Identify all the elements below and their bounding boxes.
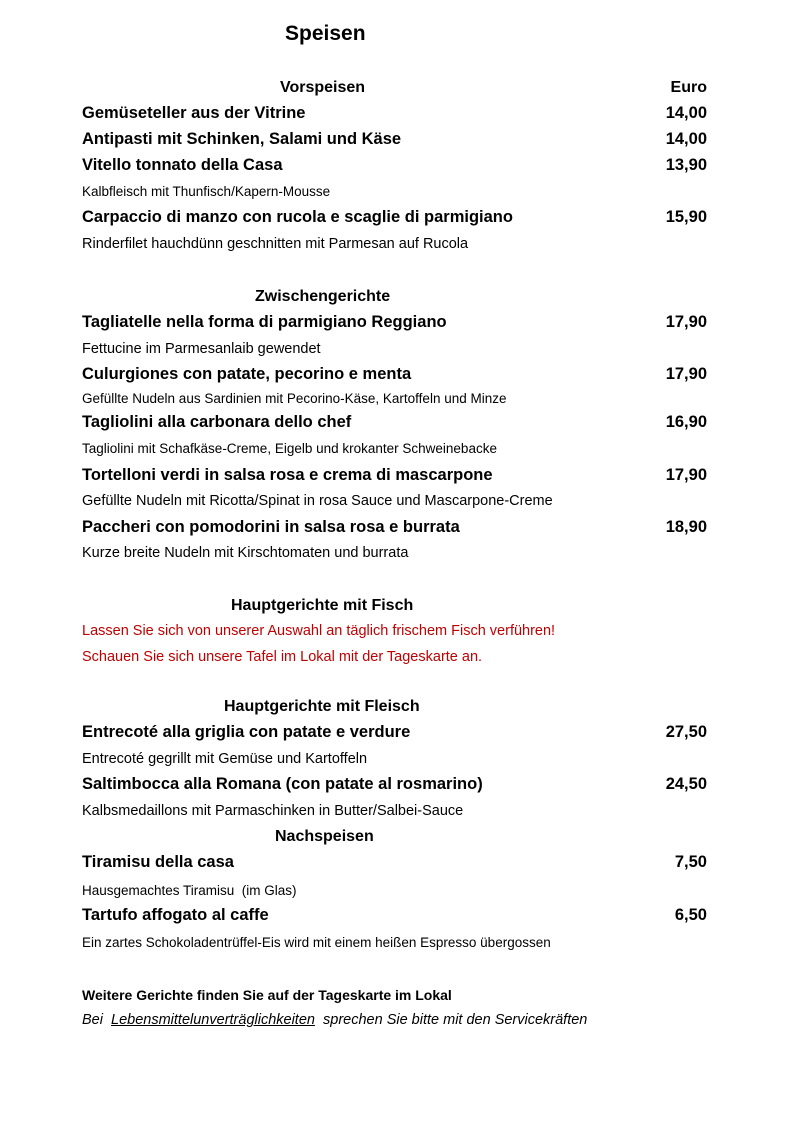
dish-price: 7,50 — [674, 853, 707, 871]
dish-name: Vitello tonnato della Casa — [82, 156, 283, 174]
dish-description: Kalbfleisch mit Thunfisch/Kapern-Mousse — [82, 184, 331, 199]
dish-description: Fettucine im Parmesanlaib gewendet — [82, 341, 321, 357]
dish-price: 17,90 — [665, 466, 707, 484]
dish-description: Kurze breite Nudeln mit Kirschtomaten und burrata — [82, 545, 409, 561]
dish-name: Paccheri con pomodorini in salsa rosa e burrata — [82, 518, 460, 536]
fisch-notice-line-1: Lassen Sie sich von unserer Auswahl an täglich frischem Fisch verführen! — [82, 623, 556, 639]
dish-name: Saltimbocca alla Romana (con patate al rosmarino) — [82, 775, 483, 793]
allergy-prefix: Bei — [82, 1012, 103, 1028]
dish-description: Gefüllte Nudeln aus Sardinien mit Pecorino-Käse, Kartoffeln und Minze — [82, 391, 507, 406]
dish-description: Hausgemachtes Tiramisu (im Glas) — [82, 883, 297, 898]
dish-price: 15,90 — [665, 208, 707, 226]
dish-name: Tagliolini alla carbonara dello chef — [82, 413, 352, 431]
dish-price: 6,50 — [674, 906, 707, 924]
dish-name: Tortelloni verdi in salsa rosa e crema di mascarpone — [82, 466, 493, 484]
dish-name: Tiramisu della casa — [82, 853, 234, 871]
dish-price: 17,90 — [665, 365, 707, 383]
dish-description: Entrecoté gegrillt mit Gemüse und Kartoffeln — [82, 751, 368, 767]
allergy-keyword: Lebensmittelunverträglichkeiten — [111, 1012, 315, 1028]
dish-price: 18,90 — [665, 518, 707, 536]
dish-price: 17,90 — [665, 313, 707, 331]
fisch-notice-line-2: Schauen Sie sich unsere Tafel im Lokal mit der Tageskarte an. — [82, 649, 483, 665]
section-heading-vorspeisen: Vorspeisen — [280, 79, 366, 96]
dish-description: Tagliolini mit Schafkäse-Creme, Eigelb und krokanter Schweinebacke — [82, 441, 497, 456]
dish-name: Gemüseteller aus der Vitrine — [82, 104, 306, 122]
dish-name: Antipasti mit Schinken, Salami und Käse — [82, 130, 402, 148]
dish-name: Carpaccio di manzo con rucola e scaglie di parmigiano — [82, 208, 513, 226]
allergy-suffix: sprechen Sie bitte mit den Servicekräften — [323, 1012, 588, 1028]
currency-header: Euro — [670, 79, 707, 96]
section-heading-fisch: Hauptgerichte mit Fisch — [231, 597, 414, 614]
dish-price: 14,00 — [665, 130, 707, 148]
dish-price: 14,00 — [665, 104, 707, 122]
section-heading-fleisch: Hauptgerichte mit Fleisch — [224, 698, 420, 715]
dish-name: Tagliatelle nella forma di parmigiano Reggiano — [82, 313, 447, 331]
section-heading-nachspeisen: Nachspeisen — [275, 828, 374, 845]
dish-price: 13,90 — [665, 156, 707, 174]
dish-description: Ein zartes Schokoladentrüffel-Eis wird mit einem heißen Espresso übergossen — [82, 935, 551, 950]
section-heading-zwischengerichte: Zwischengerichte — [255, 288, 391, 305]
footer-allergy-note — [82, 1012, 587, 1028]
dish-name: Entrecoté alla griglia con patate e verdure — [82, 723, 411, 741]
dish-name: Culurgiones con patate, pecorino e menta — [82, 365, 412, 383]
footer-more-dishes: Weitere Gerichte finden Sie auf der Tageskarte im Lokal — [82, 987, 452, 1003]
dish-price: 27,50 — [665, 723, 707, 741]
dish-name: Tartufo affogato al caffe — [82, 906, 269, 924]
dish-description: Rinderfilet hauchdünn geschnitten mit Parmesan auf Rucola — [82, 236, 469, 252]
dish-description: Kalbsmedaillons mit Parmaschinken in Butter/Salbei-Sauce — [82, 803, 464, 819]
dish-description: Gefüllte Nudeln mit Ricotta/Spinat in rosa Sauce und Mascarpone-Creme — [82, 493, 553, 509]
page-title: Speisen — [285, 22, 366, 45]
dish-price: 24,50 — [665, 775, 707, 793]
dish-price: 16,90 — [665, 413, 707, 431]
